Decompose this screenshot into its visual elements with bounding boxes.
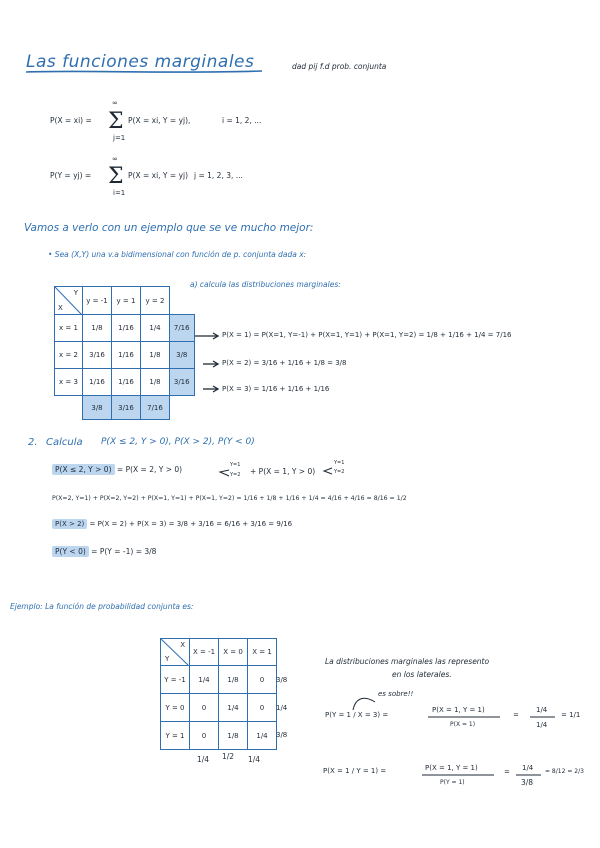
cond-2-lhs: P(X = 1 / Y = 1) = [323, 767, 387, 775]
table2-row-label: Y = 1 [161, 722, 190, 750]
formula-y-sum-top: ∞ [112, 155, 118, 163]
table2-cell: 1/4 [219, 694, 248, 722]
table1-row-label: x = 3 [55, 369, 83, 396]
table2-row-label: Y = 0 [161, 694, 190, 722]
title-note: dad pij f.d prob. conjunta [292, 62, 387, 71]
formula-y-body: P(X = xi, Y = yj) [128, 171, 189, 180]
calc-1-highlight: P(X ≤ 2, Y > 0) [52, 464, 115, 475]
table2-col-marginal: 1/4 [197, 755, 210, 764]
cond-2-result: = 8/12 = 2/3 [545, 768, 584, 775]
table2-row-marginal: 3/8 [276, 676, 288, 684]
table2-cell: 1/8 [219, 666, 248, 694]
table1-cell: 1/4 [141, 315, 170, 342]
svg-text:Σ: Σ [108, 109, 124, 134]
table1-row-label: x = 1 [55, 315, 83, 342]
task-2-items: P(X ≤ 2, Y > 0), P(X > 2), P(Y < 0) [101, 437, 255, 447]
table2-col-marginal: 1/2 [222, 752, 235, 761]
table1-row-marginal: 3/8 [170, 342, 195, 369]
svg-text:Σ: Σ [108, 164, 124, 189]
table1-row-marginal: 7/16 [170, 315, 195, 342]
cond-1-result: = 1/1 [561, 711, 581, 719]
cond-2-den2: 3/8 [521, 778, 534, 787]
formula-y-range: j = 1, 2, 3, ... [194, 171, 243, 180]
cond-1-eq: = [513, 711, 519, 719]
table2-row-marginal: 1/4 [276, 704, 288, 712]
cond-2-numerator: P(X = 1, Y = 1) [425, 764, 478, 772]
calc-1-brace-a-top: Y=1 [230, 462, 241, 468]
table1-cell: 1/8 [141, 342, 170, 369]
table2-corner: X Y [161, 639, 190, 666]
cond-1-lhs: P(Y = 1 / X = 3) = [325, 711, 389, 719]
formula-x-body: P(X = xi, Y = yj), [128, 116, 191, 125]
calc-1-brace-b-top: Y=1 [334, 460, 345, 466]
task-2-number: 2. [28, 437, 38, 448]
side-note-line-2: en los laterales. [392, 670, 452, 679]
marginal-line-3: P(X = 3) = 1/16 + 1/16 + 1/16 [222, 385, 330, 393]
calc-1-line-2: P(X=2, Y=1) + P(X=2, Y=2) + P(X=1, Y=1) + P(X=1, Y=2) = 1/16 + 1/8 + 1/16 + 1/4 = 4/16 + 4/16 = 8/16 = 1/2 [52, 495, 407, 502]
cond-2-num2: 1/4 [522, 764, 534, 772]
table1-col-marginal: 7/16 [141, 396, 170, 420]
page-title: Las funciones marginales [26, 52, 255, 72]
calc-2-rest: = P(X = 2) + P(X = 3) = 3/8 + 3/16 = 6/16 + 3/16 = 9/16 [89, 520, 293, 528]
table2-cell: 1/4 [248, 722, 277, 750]
joint-table-2 [160, 638, 277, 750]
table2-col-header: X = 0 [219, 639, 248, 666]
formula-x-lhs: P(X = xi) = [50, 116, 92, 125]
cond-1-numerator: P(X = 1, Y = 1) [432, 706, 485, 714]
calc-3-rest: = P(Y = -1) = 3/8 [91, 547, 157, 556]
side-note-line-1: La distribuciones marginales las represento [325, 657, 490, 666]
marginal-line-2: P(X = 2) = 3/16 + 1/16 + 1/8 = 3/8 [222, 359, 347, 367]
table1-row-label: x = 2 [55, 342, 83, 369]
table1-col-marginal: 3/8 [83, 396, 112, 420]
cond-1-den2: 1/4 [536, 721, 548, 729]
calc-2-highlight: P(X > 2) [52, 519, 87, 529]
formula-y-lhs: P(Y = yj) = [50, 171, 92, 180]
table2-cell: 1/8 [219, 722, 248, 750]
example-heading: Ejemplo: La función de probabilidad conjunta es: [10, 602, 194, 611]
table2-cell: 0 [248, 666, 277, 694]
table2-row-marginal: 3/8 [276, 731, 288, 739]
table2-cell: 0 [248, 694, 277, 722]
formula-x-range: i = 1, 2, ... [222, 116, 262, 125]
table1-col-header: y = 1 [112, 287, 141, 315]
table1-cell: 1/16 [112, 369, 141, 396]
table1-cell: 3/16 [83, 342, 112, 369]
table2-row-label: Y = -1 [161, 666, 190, 694]
formula-x-sum-top: ∞ [112, 99, 118, 107]
table1-col-header: y = -1 [83, 287, 112, 315]
calc-1-brace-a-bottom: Y=2 [230, 472, 241, 478]
table1-cell: 1/16 [83, 369, 112, 396]
table2-col-header: X = 1 [248, 639, 277, 666]
calc-3-highlight: P(Y < 0) [52, 546, 89, 557]
marginal-line-1: P(X = 1) = P(X=1, Y=-1) + P(X=1, Y=1) + P(X=1, Y=2) = 1/8 + 1/16 + 1/4 = 7/16 [222, 331, 512, 339]
table1-cell: 1/8 [83, 315, 112, 342]
formula-y-sum-bottom: i=1 [113, 189, 126, 197]
calc-1-brace-b-bottom: Y=2 [334, 469, 345, 475]
table1-col-header: y = 2 [141, 287, 170, 315]
table2-cell: 1/4 [190, 666, 219, 694]
cond-1-denominator: P(X = 1) [450, 721, 476, 728]
table2-cell: 0 [190, 694, 219, 722]
table1-row-marginal: 3/16 [170, 369, 195, 396]
table1-cell: 1/16 [112, 315, 141, 342]
joint-table-1 [54, 286, 195, 420]
calc-1-plus: + P(X = 1, Y > 0) [250, 467, 316, 476]
formula-x-sum-bottom: j=1 [113, 134, 126, 142]
table1-corner: Y X [55, 287, 83, 315]
table1-cell: 1/16 [112, 342, 141, 369]
cond-2-eq: = [504, 768, 510, 776]
table2-cell: 0 [190, 722, 219, 750]
table2-col-header: X = -1 [190, 639, 219, 666]
intro-text: Vamos a verlo con un ejemplo que se ve mucho mejor: [24, 222, 314, 234]
table1-cell: 1/8 [141, 369, 170, 396]
cond-2-denominator: P(Y = 1) [440, 779, 465, 786]
side-note-aside: es sobre!! [378, 690, 414, 698]
calc-1-rest: = P(X = 2, Y > 0) [116, 465, 183, 474]
table1-col-marginal: 3/16 [112, 396, 141, 420]
bullet-text: • Sea (X,Y) una v.a bidimensional con función de p. conjunta dada x: [48, 250, 307, 259]
table2-col-marginal: 1/4 [248, 755, 261, 764]
task-2-label: Calcula [46, 437, 83, 448]
task-a-text: a) calcula las distribuciones marginales: [190, 280, 341, 289]
cond-1-num2: 1/4 [536, 706, 548, 714]
